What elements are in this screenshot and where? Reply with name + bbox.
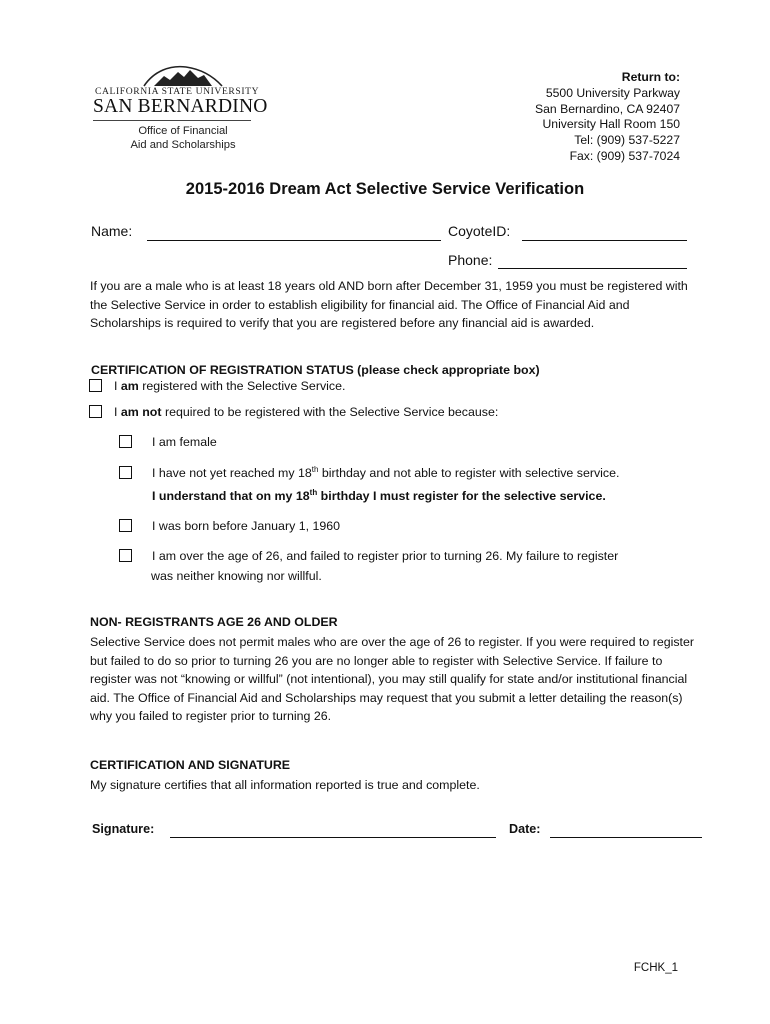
date-field[interactable]: [550, 837, 702, 838]
not-required-post: required to be registered with the Selective Service because:: [161, 405, 499, 419]
signature-heading: CERTIFICATION AND SIGNATURE: [90, 758, 291, 772]
not-18-note: [152, 487, 606, 505]
return-fax: Fax: (909) 537-7024: [569, 148, 680, 163]
not-18-checkbox[interactable]: [119, 466, 132, 479]
not-required-checkbox[interactable]: [89, 405, 102, 418]
female-label: I am female: [152, 435, 217, 449]
return-line2: San Bernardino, CA 92407: [535, 101, 680, 116]
signature-field[interactable]: [170, 837, 496, 838]
not-required-pre: I: [114, 405, 121, 419]
signature-certify-text: My signature certifies that all information reported is true and complete.: [90, 778, 480, 792]
over-26-line1: I am over the age of 26, and failed to register prior to turning 26. My failure to register: [152, 549, 619, 563]
return-label: Return to:: [621, 70, 680, 84]
form-code: FCHK_1: [633, 962, 678, 974]
not-18-note-pre: I understand that on my 18: [152, 489, 310, 503]
registered-option-label: [114, 377, 345, 395]
intro-paragraph: If you are a male who is at least 18 years old AND born after December 31, 1959 you must be registered with the Selective Service in order to establish eligibility for financial aid. The Office of Financial Aid and Scholarships is required to verify that you are registered before any financial aid is awarded.: [90, 279, 688, 330]
not-18-sup: th: [311, 464, 319, 474]
not-18-post: birthday and not able to register with selective service.: [318, 466, 620, 480]
university-logo-mountain-icon: [140, 63, 226, 87]
before-1960-label: I was born before January 1, 1960: [152, 519, 341, 533]
logo-office-line2: Aid and Scholarships: [130, 138, 236, 151]
logo-divider: [93, 120, 251, 121]
certification-heading: CERTIFICATION OF REGISTRATION STATUS (please check appropriate box): [91, 363, 540, 377]
not-required-bold: am not: [120, 405, 162, 419]
non-registrants-paragraph: Selective Service does not permit males who are over the age of 26 to register. If you were required to register but failed to do so prior to turning 26 you are no longer able to register with Selective Service. If failure to register was not “knowing or willful” (not intentional), you may still qualify for state and/or institutional financial aid. The Office of Financial Aid and Scholarships may request that you submit a letter detailing the reason(s) why you failed to register prior to turning 26.: [90, 635, 695, 723]
return-line3: University Hall Room 150: [542, 117, 680, 132]
over-26-line2: was neither knowing nor willful.: [151, 569, 322, 583]
page-title: 2015-2016 Dream Act Selective Service Verification: [185, 180, 585, 198]
over-26-checkbox[interactable]: [119, 549, 132, 562]
registered-checkbox[interactable]: [89, 379, 102, 392]
return-tel: Tel: (909) 537-5227: [574, 133, 680, 148]
coyoteid-field[interactable]: [522, 240, 687, 241]
not-18-note-sup: th: [309, 487, 318, 497]
not-18-label: [152, 464, 619, 482]
phone-field[interactable]: [498, 268, 687, 269]
phone-label: Phone:: [448, 252, 493, 268]
not-18-note-post: birthday I must register for the selective service.: [317, 489, 606, 503]
not-18-pre: I have not yet reached my 18: [152, 466, 312, 480]
name-field[interactable]: [147, 240, 441, 241]
not-required-option-label: [114, 403, 498, 421]
logo-university: CALIFORNIA STATE UNIVERSITY: [95, 86, 260, 97]
return-address: [535, 70, 680, 165]
date-label: Date:: [509, 822, 541, 836]
logo-office: [113, 125, 253, 152]
name-label: Name:: [91, 223, 133, 239]
logo-office-line1: Office of Financial: [138, 125, 228, 137]
signature-label: Signature:: [92, 822, 155, 836]
return-line1: 5500 University Parkway: [545, 85, 680, 100]
before-1960-checkbox[interactable]: [119, 519, 132, 532]
registered-bold: am: [120, 379, 139, 393]
non-registrants-heading: NON- REGISTRANTS AGE 26 AND OLDER: [90, 615, 338, 629]
registered-post: registered with the Selective Service.: [138, 379, 346, 393]
female-checkbox[interactable]: [119, 435, 132, 448]
registered-pre: I: [114, 379, 121, 393]
coyoteid-label: CoyoteID:: [448, 223, 511, 239]
logo-campus: SAN BERNARDINO: [93, 96, 268, 117]
